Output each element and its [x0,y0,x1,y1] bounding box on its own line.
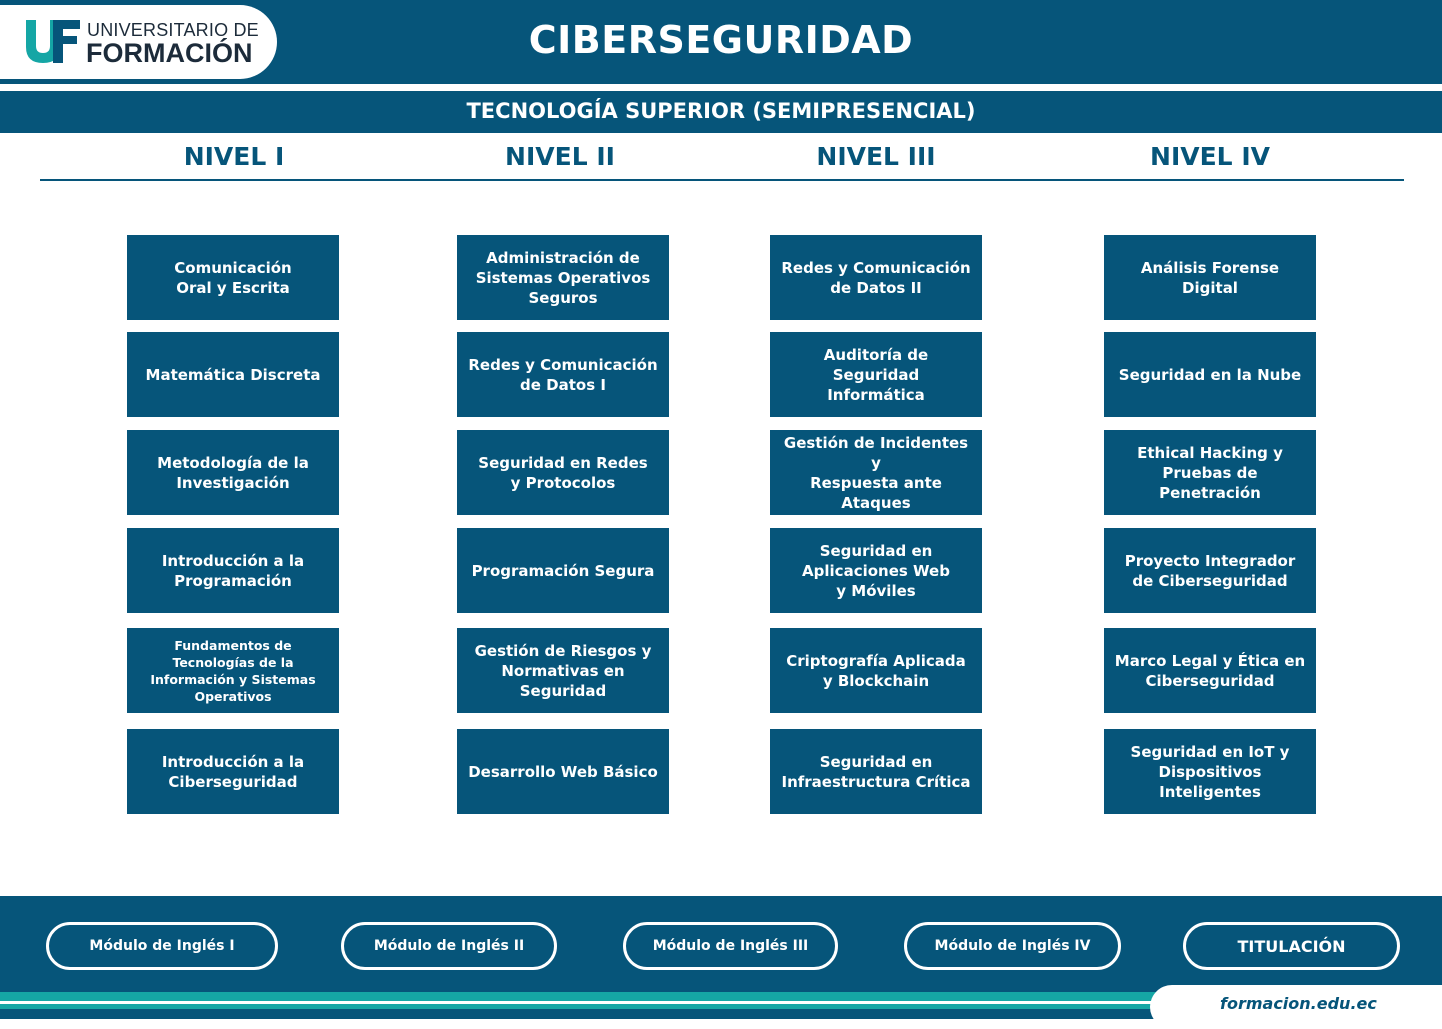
course-title [150,637,315,705]
english-module-1-button[interactable]: Módulo de Inglés I [46,922,278,970]
course-title-line: Redes y Comunicación [468,355,658,374]
course-title-line: y Móviles [836,581,916,600]
course-title-line: Fundamentos de [174,637,292,653]
course-title-line: Seguridad en [819,752,933,771]
course-title [1125,551,1296,591]
course-title-line: Análisis Forense [1140,258,1280,277]
course-title-line: Redes y Comunicación [781,258,971,277]
course-box[interactable] [770,528,982,613]
level-heading-2: NIVEL II [505,142,615,171]
course-title [1119,365,1301,385]
english-module-2-button[interactable]: Módulo de Inglés II [341,922,557,970]
course-title-line: Respuesta ante Ataques [810,473,942,512]
page-title: CIBERSEGURIDAD [528,18,914,62]
english-module-3-button[interactable]: Módulo de Inglés III [623,922,838,970]
course-box[interactable] [1104,628,1316,713]
course-title-line: Información y Sistemas [150,671,316,687]
course-box[interactable] [457,729,669,814]
course-title-line: Gestión de Riesgos y [474,641,652,660]
footer-accent-stripe-2 [0,1004,1160,1009]
course-title-line: Dispositivos Inteligentes [1158,762,1262,801]
course-box[interactable] [127,235,339,320]
course-title-line: Normativas en Seguridad [501,661,625,700]
heading-divider [40,179,1404,181]
uf-logo-icon [26,20,80,63]
course-title-line: Oral y Escrita [176,278,290,297]
course-box[interactable] [457,628,669,713]
course-title-line: Ciberseguridad [1145,671,1275,690]
course-title [472,561,655,581]
course-box[interactable] [770,332,982,417]
course-title-line: Programación [174,571,292,590]
course-title-line: Programación Segura [471,561,655,580]
course-box[interactable] [127,628,339,713]
course-title-line: Marco Legal y Ética en [1114,651,1306,670]
course-title [468,355,657,395]
course-title-line: Aplicaciones Web [802,561,950,580]
course-title [465,641,661,701]
course-title-line: Desarrollo Web Básico [468,762,658,781]
course-title-line: de Datos I [520,375,606,394]
program-subtitle: TECNOLOGÍA SUPERIOR (SEMIPRESENCIAL) [0,91,1442,133]
course-box[interactable] [1104,332,1316,417]
course-title [476,248,651,308]
course-title [778,433,974,513]
course-title [478,453,647,493]
course-title [802,541,950,601]
course-title-line: Matemática Discreta [145,365,321,384]
course-title-line: Tecnologías de la [172,654,294,670]
course-title [781,258,970,298]
course-title-line: Investigación [176,473,290,492]
course-title [157,453,309,493]
logo-line2: FORMACIÓN [86,38,253,68]
course-box[interactable] [1104,235,1316,320]
course-title-line: Seguridad en [819,541,933,560]
course-box[interactable] [127,430,339,515]
course-box[interactable] [457,332,669,417]
course-title-line: Seguridad en Redes [478,453,648,472]
course-title-line: Introducción a la [161,752,305,771]
course-title [1112,443,1308,503]
level-heading-3: NIVEL III [816,142,936,171]
course-box[interactable] [457,528,669,613]
course-title-line: Auditoría de Seguridad [823,345,929,384]
course-title-line: Comunicación [174,258,292,277]
course-title-line: de Ciberseguridad [1132,571,1288,590]
course-box[interactable] [770,628,982,713]
level-heading-1: NIVEL I [183,142,285,171]
course-title-line: y Protocolos [510,473,616,492]
course-title-line: Ciberseguridad [168,772,298,791]
course-box[interactable] [770,235,982,320]
logo-line1: UNIVERSITARIO DE [87,20,259,40]
course-title [781,752,970,792]
course-box[interactable] [1104,729,1316,814]
course-title-line: Gestión de Incidentes y [783,433,969,472]
course-title [1112,742,1308,802]
course-title-line: Digital [1182,278,1238,297]
course-title-line: Pruebas de Penetración [1159,463,1261,502]
course-title [1141,258,1279,298]
course-title-line: Operativos [194,688,272,704]
course-title-line: Administración de [486,248,640,267]
course-box[interactable] [127,729,339,814]
course-title-line: Sistemas Operativos [475,268,651,287]
course-title [174,258,291,298]
course-title [1115,651,1305,691]
course-title [778,345,974,405]
footer-accent-stripe [0,992,1160,1001]
course-title-line: Proyecto Integrador [1124,551,1296,570]
course-title [786,651,966,691]
level-heading-4: NIVEL IV [1150,142,1270,171]
course-title-line: Criptografía Aplicada [786,651,966,670]
course-title-line: de Datos II [830,278,922,297]
website-link[interactable]: formacion.edu.ec [1220,994,1377,1013]
course-box[interactable] [127,332,339,417]
course-title [146,365,321,385]
english-module-4-button[interactable]: Módulo de Inglés IV [904,922,1121,970]
course-title-line: Metodología de la [157,453,309,472]
course-title-line: Introducción a la [161,551,305,570]
course-box[interactable] [1104,528,1316,613]
course-title-line: Seguros [528,288,598,307]
course-title [162,551,304,591]
course-box[interactable] [770,729,982,814]
course-title [468,762,658,782]
course-box[interactable] [457,430,669,515]
course-title [162,752,304,792]
course-title-line: Ethical Hacking y [1137,443,1283,462]
course-title-line: Infraestructura Crítica [781,772,971,791]
course-box[interactable] [1104,430,1316,515]
course-box[interactable] [770,430,982,515]
course-title-line: Seguridad en IoT y [1130,742,1290,761]
course-box[interactable] [457,235,669,320]
course-box[interactable] [127,528,339,613]
titulacion-button[interactable]: TITULACIÓN [1183,922,1400,970]
course-title-line: Informática [827,385,925,404]
course-title-line: y Blockchain [822,671,930,690]
course-title-line: Seguridad en la Nube [1118,365,1302,384]
